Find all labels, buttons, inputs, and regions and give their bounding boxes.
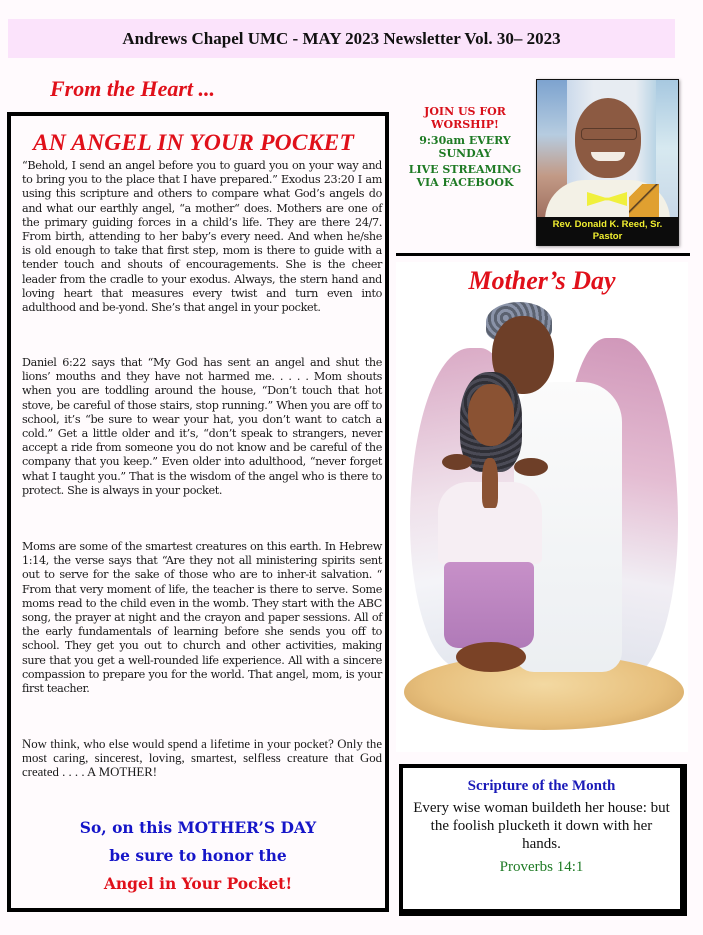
scripture-text: Every wise woman buildeth her house: but the foolish plucketh it down with her hands.	[413, 800, 670, 852]
worship-invite: JOIN US FOR WORSHIP!	[424, 105, 506, 131]
pastor-caption	[537, 217, 678, 245]
closing-line: So, on this MOTHER’S DAY	[79, 818, 317, 837]
mothers-day-title: Mother’s Day	[468, 266, 616, 295]
pastor-glasses	[581, 128, 637, 140]
article-title: AN ANGEL IN YOUR POCKET	[33, 130, 355, 156]
pastor-role: Pastor	[592, 231, 623, 242]
section-kicker: From the Heart ...	[50, 76, 216, 101]
newsletter-title: Andrews Chapel UMC - MAY 2023 Newsletter Vol. 30– 2023	[122, 28, 561, 48]
praying-hands	[482, 458, 498, 508]
girl-head	[468, 384, 514, 446]
closing-line: Angel in Your Pocket!	[103, 874, 293, 893]
article-paragraph: Now think, who else would spend a lifetime in your pocket? Only the most caring, sincerest, loving, smartest, selfless creature that God created . . . . A MOTHER!	[22, 737, 382, 779]
scripture-reference: Proverbs 14:1	[499, 859, 584, 875]
angel-figurine-image	[396, 298, 688, 748]
pastor-stole	[629, 184, 659, 220]
closing-line: be sure to honor the	[109, 846, 287, 865]
worship-info	[400, 106, 530, 193]
article-paragraph: Daniel 6:22 says that “My God has sent an angel and shut the lions’ mouths and they have not harmed me. . . . . Mom shouts when you are toddling around the house, “Don’t touch that hot stove, be careful of those stairs, stop running.” When you are off to school, it’s “be sure to wear your hat, you don’t want to catch a cold.” Get a little older and it’s, “don’t speak to strangers, never accept a ride from someone you do not know and be careful of the company that you keep.” Even older into adulthood, “never forget what I taught you.” That is the wisdom of the angel who is there to protect. She is always in your pocket.	[22, 356, 382, 497]
article-paragraph: Moms are some of the smartest creatures on this earth. In Hebrew 1:14, the verse says that “Are they not all ministering spirits sent out to serve for the sake of those who are to inher-it salvation. “ From that very moment of life, the teacher is there to serve. Some moms read to the child even in the womb. They start with the ABC song, the prayer at night and the crayon and paper sessions. All of the early fundamentals of learning before she sends you off to school. They get you out to church and other activities, making sure that you get a well-rounded life experience. All with a sincere compassion to prepare you for the world. That angel, mom, is your first teacher.	[22, 540, 382, 696]
pastor-smile	[591, 152, 625, 161]
scripture-of-month-box	[399, 764, 687, 916]
pastor-name: Rev. Donald K. Reed, Sr.	[552, 219, 663, 230]
section-divider	[396, 253, 690, 256]
newsletter-header-bar	[8, 19, 675, 58]
worship-time: 9:30am EVERY SUNDAY	[419, 134, 511, 160]
girl-knees	[456, 642, 526, 672]
pastor-photo	[536, 79, 679, 246]
article-box	[7, 112, 389, 912]
worship-streaming: LIVE STREAMING VIA FACEBOOK	[408, 163, 522, 189]
mothers-day-panel	[396, 262, 688, 752]
girl-skirt	[444, 562, 534, 648]
mother-hand-left	[442, 454, 472, 470]
mother-hand-right	[514, 458, 548, 476]
article-paragraph: “Behold, I send an angel before you to guard you on your way and to bring you to the place that I have prepared.” Exodus 23:20 I am using this scripture and others to compare what God’s angels do and what our earthly angel, “a mother“ does. Mothers are one of the primary guiding forces in a child’s life. They are there 24/7. From birth, attending to her baby’s every need. And when he/she is old enough to take that first step, mom is there to guide with a tender touch and shouts of encouragements. She is the cheer leader from the cradle to your exodus. Always, the stern hand and loving heart that measures every twist and turn even into adulthood and be-yond. She’s that angel in your pocket.	[22, 159, 382, 315]
scripture-title: Scripture of the Month	[467, 778, 616, 794]
